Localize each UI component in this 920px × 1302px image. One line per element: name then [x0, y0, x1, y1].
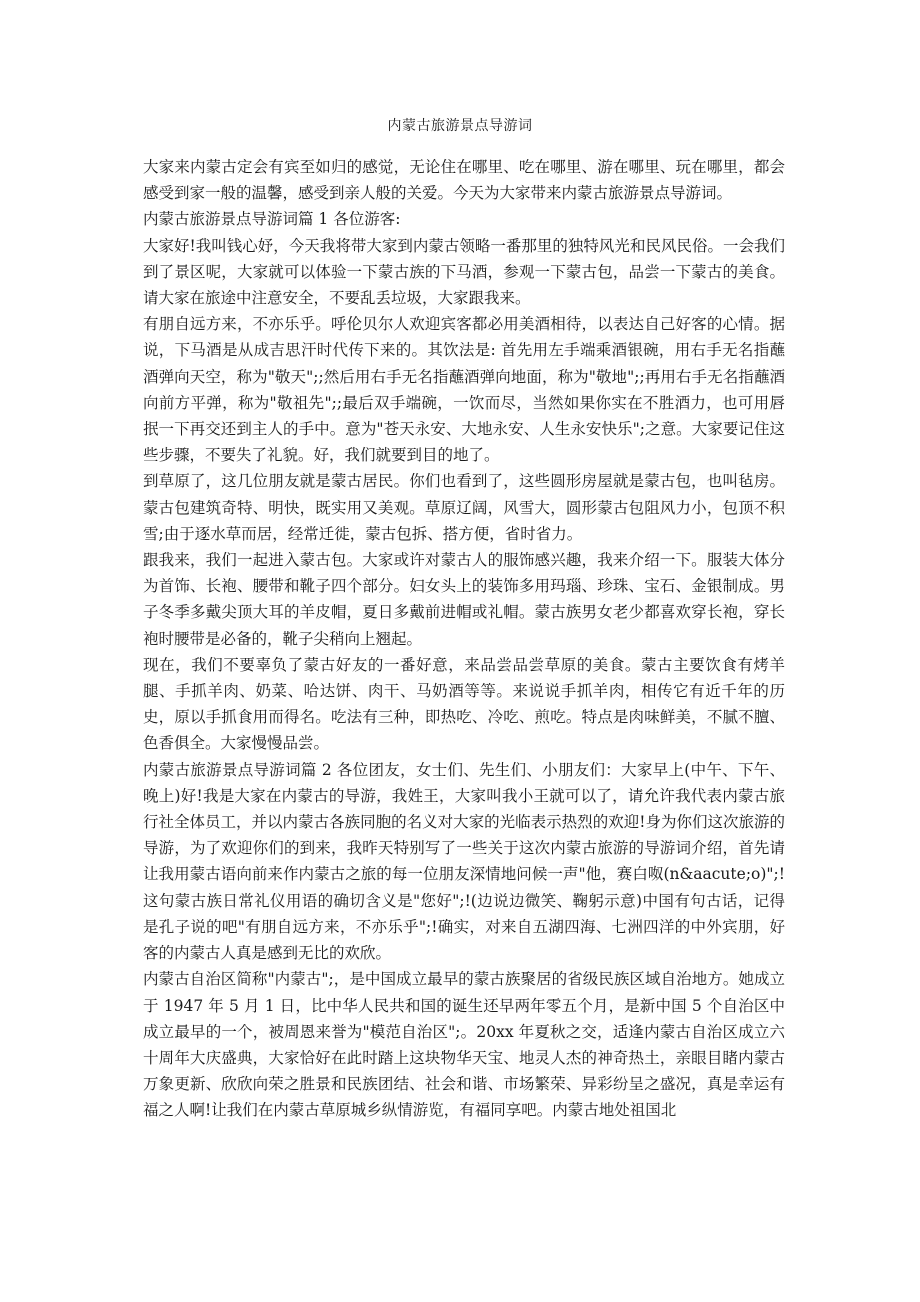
paragraph-yurt: 到草原了，这几位朋友就是蒙古居民。你们也看到了，这些圆形房屋就是蒙古包，也叫毡房。蒙古包建筑奇特、明快，既实用又美观。草原辽阔，风雪大，圆形蒙古包阻风力小，包顶不积雪;由于逐水草而居，经常迁徙，蒙古包拆、搭方便，省时省力。: [143, 472, 785, 543]
document-body: [143, 154, 785, 1124]
paragraph-intro: 大家来内蒙古定会有宾至如归的感觉，无论住在哪里、吃在哪里、游在哪里、玩在哪里，都会感受到家一般的温馨，感受到亲人般的关爱。今天为大家带来内蒙古旅游景点导游词。: [143, 158, 785, 203]
paragraph-heading-1: 内蒙古旅游景点导游词篇 1 各位游客:: [143, 210, 401, 229]
paragraph-heading-2: 内蒙古旅游景点导游词篇 2 各位团友，女士们、先生们、小朋友们：大家早上(中午、下午、晚上)好!我是大家在内蒙古的导游，我姓王，大家叫我小王就可以了，请允许我代表内蒙古旅行社全体员工，并以内蒙古各族同胞的名义对大家的光临表示热烈的欢迎!身为你们这次旅游的导游，为了欢迎你们的到来，我昨天特别写了一些关于这次内蒙古旅游的导游词介绍，首先请让我用蒙古语向前来作内蒙古之旅的每一位朋友深情地问候一声"他，赛白呶(n&aacute;o)";!这句蒙古族日常礼仪用语的确切含义是"您好";!(边说边微笑、鞠躬示意)中国有句古话，记得是孔子说的吧"有朋自远方来，不亦乐乎";!确实，对来自五湖四海、七洲四洋的中外宾朋，好客的内蒙古人真是感到无比的欢欣。: [143, 760, 785, 963]
document-title: 内蒙古旅游景点导游词: [387, 118, 533, 134]
paragraph-clothing: 跟我来，我们一起进入蒙古包。大家或许对蒙古人的服饰感兴趣，我来介绍一下。服装大体分为首饰、长袍、腰带和靴子四个部分。妇女头上的装饰多用玛瑙、珍珠、宝石、金银制成。男子冬季多戴尖顶大耳的羊皮帽，夏日多戴前进帽或礼帽。蒙古族男女老少都喜欢穿长袍，穿长袍时腰带是必备的，靴子尖稍向上翘起。: [143, 551, 785, 648]
paragraph-food: 现在，我们不要辜负了蒙古好友的一番好意，来品尝品尝草原的美食。蒙古主要饮食有烤羊腿、手抓羊肉、奶菜、哈达饼、肉干、马奶酒等等。来说说手抓羊肉，相传它有近千年的历史，原以手抓食用而得名。吃法有三种，即热吃、冷吃、煎吃。特点是肉味鲜美，不腻不膻、色香俱全。大家慢慢品尝。: [143, 655, 785, 753]
paragraph-greeting: 大家好!我叫钱心妤，今天我将带大家到内蒙古领略一番那里的独特风光和民风民俗。一会我们到了景区呢，大家就可以体验一下蒙古族的下马酒，参观一下蒙古包，品尝一下蒙古的美食。请大家在旅途中注意安全，不要乱丢垃圾，大家跟我来。: [143, 236, 785, 308]
paragraph-welcome-wine: 有朋自远方来，不亦乐乎。呼伦贝尔人欢迎宾客都必用美酒相待，以表达自己好客的心情。据说，下马酒是从成吉思汗时代传下来的。其饮法是: 首先用左手端乘酒银碗，用右手无名指蘸酒弹向天空，称为"敬天";;然后用右手无名指蘸酒弹向地面，称为"敬地";;再用右手无名指蘸酒向前方平弹，称为"敬祖先";;最后双手端碗，一饮而尽，当然如果你实在不胜酒力，也可用唇抿一下再交还到主人的手中。意为"苍天永安、大地永安、人生永安快乐";之意。大家要记住这些步骤，不要失了礼貌。好，我们就要到目的地了。: [143, 315, 785, 465]
paragraph-region-intro: 内蒙古自治区简称"内蒙古";，是中国成立最早的蒙古族聚居的省级民族区域自治地方。她成立于 1947 年 5 月 1 日，比中华人民共和国的诞生还早两年零五个月，是新中国 5 个自治区中成立最早的一个，被周恩来誉为"模范自治区";。20xx 年夏秋之交，适逢内蒙古自治区成立六十周年大庆盛典，大家恰好在此时踏上这块物华天宝、地灵人杰的神奇热土，亲眼目睹内蒙古万象更新、欣欣向荣之胜景和民族团结、社会和谐、市场繁荣、异彩纷呈之盛况，真是幸运有福之人啊!让我们在内蒙古草原城乡纵情游览，有福同享吧。内蒙古地处祖国北: [143, 970, 785, 1120]
